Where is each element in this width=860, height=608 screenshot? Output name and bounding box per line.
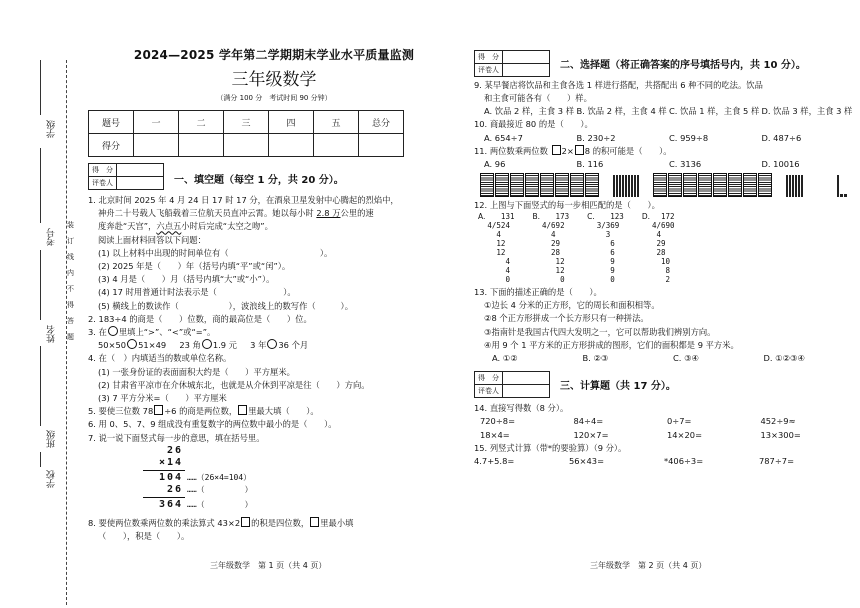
base-ten-blocks-figure [480, 173, 854, 197]
question-14: 14. 直接写得数（8 分）。 [474, 403, 569, 414]
question-4: 4. 在（ ）内填适当的数或单位名称。 (1) 一张身份证的表面面积大约是（ ）平方厘米。 (2) 甘肃省平凉市在介休城东北，也就是从介休到平凉是往（ ）方向。 (3) 7 平方分米=（ ）平方厘米 [88, 353, 370, 404]
page-footer-right: 三年级数学 第 2 页（共 4 页） [590, 561, 707, 570]
score-header: 四 [269, 111, 314, 134]
question-11: 11. 两位数乘两位数 2× 8 的积可能是（ ）。 [474, 145, 672, 156]
score-header: 五 [314, 111, 359, 134]
exam-title: 2024—2025 学年第二学期期末学业水平质量监测 [133, 48, 415, 62]
vertical-multiplication: 26 ×14 104 ……（26×4=104） 26 ……（ ） 364 ……（ ） [143, 445, 460, 511]
margin-label-grade: 学级 [47, 120, 57, 138]
score-header: 题号 [89, 111, 134, 134]
question-9-options: A. 饮品 2 样，主食 3 样 B. 饮品 2 样，主食 4 样 C. 饮品 1 样，主食 5 样 D. 饮品 3 样，主食 3 样 [484, 106, 853, 117]
question-2: 2. 183÷4 的商是（ ）位数，商的最高位是（ ）位。 [88, 313, 312, 324]
score-header: 三 [224, 111, 269, 134]
question-12: 12. 上图与下面竖式的每一步相匹配的是（ ）。 [474, 199, 660, 210]
long-division-options [478, 212, 854, 284]
question-7: 7. 说一说下面竖式每一步的意思，填在括号里。 [88, 432, 265, 443]
grader-box: 得 分 评卷人 [474, 50, 550, 77]
grader-box: 得 分 评卷人 [474, 371, 550, 398]
score-row-label: 得分 [89, 134, 134, 157]
binding-margin [0, 0, 80, 608]
tens-bars-group [786, 175, 803, 197]
compare-circle[interactable] [127, 339, 137, 349]
margin-label-class: 班级 [47, 430, 57, 448]
question-10-options: A. 654÷7 B. 230÷2 C. 959÷8 D. 487÷6 [484, 132, 802, 143]
division-option-c: C. 123 3/369 3 6 6 9 9 0 [587, 212, 624, 285]
score-cell[interactable] [134, 134, 179, 157]
grader-box: 得 分 评卷人 [88, 163, 164, 190]
score-header: 一 [134, 111, 179, 134]
score-cell[interactable] [359, 134, 404, 157]
section2-header [474, 50, 854, 77]
vertical-calc-row: 4.7+5.8= 56×43= *406÷3= 787÷7= [474, 456, 795, 467]
margin-label-name: 姓名 [47, 325, 57, 343]
question-9: 9. 某早餐店将饮品和主食各选 1 样进行搭配，共搭配出 6 种不同的吃法。饮品 和主食可能各有（ ）样。 [474, 80, 763, 104]
score-cell[interactable] [179, 134, 224, 157]
score-table [88, 110, 404, 157]
tens-bars-group [613, 175, 639, 197]
compare-circle[interactable] [202, 339, 212, 349]
question-15: 15. 列竖式计算（带*的要验算）（9 分）。 [474, 443, 627, 454]
page-footer-left: 三年级数学 第 1 页（共 4 页） [210, 561, 327, 570]
section3-title: 三、计算题（共 17 分）。 [560, 381, 676, 393]
hundreds-blocks-group-1 [480, 173, 599, 197]
score-cell[interactable] [314, 134, 359, 157]
margin-label-exam-number: 考号 [47, 228, 57, 246]
left-column [88, 46, 460, 543]
exam-info: （满分 100 分 考试时间 90 分钟） [216, 94, 332, 102]
section1-header [88, 163, 460, 190]
question-5: 5. 要使三位数 78 ÷6 的商是两位数， 里最大填（ ）。 [88, 406, 319, 417]
seal-line-text: 装 订 线 内 不 得 答 题 [67, 221, 74, 341]
question-10: 10. 商最接近 80 的是（ ）。 [474, 119, 593, 130]
division-option-a: A. 131 4/524 4 12 12 4 4 0 [478, 212, 515, 285]
question-13-options: A. ①② B. ②③ C. ③④ D. ①②③④ [492, 353, 805, 364]
score-header: 总分 [359, 111, 404, 134]
compare-circle[interactable] [267, 339, 277, 349]
mental-math-row: 18×4= 120×7= 14×20= 13×300= [480, 429, 801, 440]
mental-math-row: 720÷8= 84÷4= 0÷7= 452÷9≈ [480, 416, 796, 427]
exam-subject: 三年级数学 [231, 70, 317, 90]
score-cell[interactable] [269, 134, 314, 157]
section3-header [474, 371, 854, 398]
score-header: 二 [179, 111, 224, 134]
question-6: 6. 用 0、5、7、9 组成没有重复数字的两位数中最小的是（ ）。 [88, 419, 337, 430]
question-3: 3. 在 里填上“>”、“<”或“=”。 50×50 51×49 23 角 1.9 元 3 年 36 个月 [88, 327, 309, 351]
question-11-options: A. 96 B. 116 C. 3136 D. 10016 [484, 158, 800, 169]
division-option-d: D. 172 4/690 4 29 28 10 8 2 [641, 212, 675, 285]
section2-title: 二、选择题（将正确答案的序号填括号内，共 10 分）。 [560, 60, 806, 71]
ones-group [837, 175, 847, 197]
question-8: 8. 要使两位数乘两位数的乘法算式 43×2 的积是四位数， 里最小填 （ ），积是（ ）。 [88, 517, 354, 542]
section1-title: 一、填空题（每空 1 分，共 20 分）。 [174, 175, 344, 186]
score-cell[interactable] [224, 134, 269, 157]
division-option-b: B. 173 4/692 4 29 28 12 12 0 [532, 212, 570, 285]
margin-label-school: 学校 [47, 470, 57, 488]
right-column [474, 46, 854, 469]
question-1: 1. 北京时间 2025 年 4 月 24 日 17 时 17 分，在酒泉卫星发射中心腾起的烈焰中， 神舟二十号载人飞船载着三位航天员直冲云霄。她以每小时 2.8 万公里的速 度奔赴“天宫”，六点五小时后完成“太空之吻”。 阅读上面材料回答以下问题： (1) 以上材料中出现的时间单位有（ ）。 (2) 2025 年是（ ）年（括号内填“平”或“闰”）。 (3) 4 月是（ ）月（括号内填“大”或“小”）。 (4) 17 时用普通计时法表示是（ ）。 (5) 横线上的数读作（ ），波浪线上的数写作（ ）。 [88, 195, 399, 311]
hundreds-blocks-group-2 [653, 173, 772, 197]
question-13: 13. 下面的描述正确的是（ ）。 ①边长 4 分米的正方形，它的周长和面积相等。 ②8 个正方形拼成一个长方形只有一种拼法。 ③指南针是我国古代四大发明之一，它可以帮助我们辨别方向。 ④用 9 个 1 平方米的正方形拼成的图形，它们的面积都是 9 平方米。 [474, 287, 739, 350]
